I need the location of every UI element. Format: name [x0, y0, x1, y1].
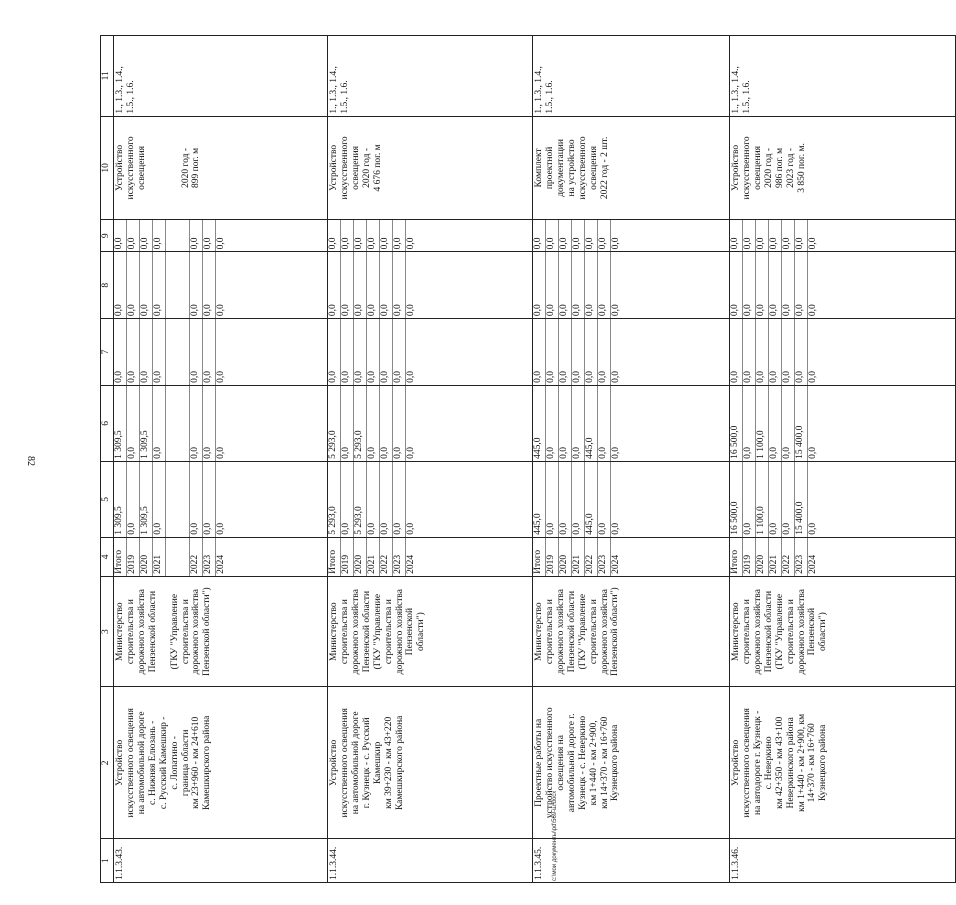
- amount-cell: [730, 220, 956, 252]
- amount-value: 0,0: [216, 304, 226, 317]
- amount-value: 0,0: [559, 252, 572, 318]
- amount-value: 0,0: [559, 319, 572, 385]
- amount-cell: [730, 385, 956, 461]
- amount-value: 0,0: [756, 319, 769, 385]
- amount-value: 0,0: [190, 220, 203, 251]
- amount-value: 0,0: [782, 220, 795, 251]
- amount-cell: [730, 319, 956, 386]
- year-value: 2024: [611, 554, 621, 574]
- amount-value: 0,0: [533, 252, 546, 318]
- year-value: 2020: [354, 538, 367, 576]
- amount-value: 15 400,0: [795, 462, 808, 537]
- amount-value: 0,0: [380, 252, 393, 318]
- amount-value: 0,0: [354, 319, 367, 385]
- amount-value: 0,0: [393, 220, 406, 251]
- year-value: 2023: [795, 538, 808, 576]
- year-value: 2021: [769, 538, 782, 576]
- amount-value: 5 293,0: [354, 462, 367, 537]
- amount-value: 0,0: [203, 462, 216, 537]
- indicator-links: 1., 1.3., 1.4., 1.5., 1.6.: [328, 36, 533, 117]
- amount-value: 0,0: [380, 462, 393, 537]
- amount-value: 0,0: [328, 319, 341, 385]
- row-number: 1.1.3.45.: [533, 839, 730, 883]
- amount-cell: [328, 385, 533, 461]
- amount-cell: [114, 385, 328, 461]
- amount-value: 0,0: [808, 304, 818, 317]
- amount-value: 0,0: [795, 252, 808, 318]
- amount-value: 0,0: [572, 252, 585, 318]
- expected-result: Комплект проектной документации на устройство искусственного освещения 2022 год - 2 шт.: [533, 116, 730, 220]
- expected-result: Устройство искусственного освещения 2020 год - 899 пог. м: [114, 116, 328, 220]
- year-value: 2020: [559, 538, 572, 576]
- responsible-executor: Министерство строительства и дорожного хозяйства Пензенской области (ГКУ "Управление строительства и дорожного хозяйства Пензенской области"): [533, 576, 730, 686]
- amount-value: 0,0: [216, 446, 226, 459]
- amount-value: 0,0: [782, 386, 795, 461]
- amount-value: 0,0: [216, 237, 226, 250]
- table-row: [730, 36, 956, 883]
- amount-value: 445,0: [533, 462, 546, 537]
- measure-description: Устройство искусственного освещения на автомобильной дороге г. Кузнецк - с. Русский Камешкир км 39+230 - км 43+220 Камешкирского района: [328, 687, 533, 839]
- amount-value: 0,0: [190, 462, 203, 537]
- amount-value: 0,0: [341, 386, 354, 461]
- year-cell: [533, 537, 730, 576]
- amount-value: 0,0: [743, 319, 756, 385]
- year-value: 2022: [585, 538, 598, 576]
- amount-value: 0,0: [190, 319, 203, 385]
- column-header: 7: [101, 319, 114, 386]
- amount-value: 0,0: [203, 220, 216, 251]
- amount-value: 0,0: [756, 220, 769, 251]
- amount-value: 0,0: [730, 220, 743, 251]
- amount-value: 0,0: [367, 319, 380, 385]
- amount-value: 0,0: [114, 220, 127, 251]
- amount-cell: [533, 319, 730, 386]
- header-row: [101, 36, 114, 883]
- indicator-links: 1., 1.3., 1.4., 1.5., 1.6.: [114, 36, 328, 117]
- amount-value: 0,0: [572, 220, 585, 251]
- amount-cell: [328, 252, 533, 319]
- measure-description: Проектные работы на устройство искусственного освещения на автомобильной дороге г. Кузнецк - с. Неверкино км 1+440 - км 2+900, км 14+370 - км 16+760 Кузнецкого района: [533, 687, 730, 839]
- year-value: Итого: [533, 538, 546, 576]
- amount-value: 0,0: [127, 220, 140, 251]
- amount-value: 16 500,0: [730, 462, 743, 537]
- amount-value: 0,0: [756, 252, 769, 318]
- amount-value: 0,0: [354, 220, 367, 251]
- amount-value: 1 309,5: [114, 462, 127, 537]
- amount-value: 445,0: [533, 386, 546, 461]
- amount-cell: [730, 252, 956, 319]
- amount-value: [166, 319, 190, 385]
- amount-value: 0,0: [598, 220, 611, 251]
- amount-value: 0,0: [572, 386, 585, 461]
- rotated-page: [100, 23, 829, 883]
- year-value: 2023: [393, 538, 406, 576]
- amount-value: 0,0: [585, 319, 598, 385]
- amount-value: 0,0: [140, 220, 153, 251]
- amount-value: 0,0: [585, 252, 598, 318]
- amount-value: 0,0: [546, 386, 559, 461]
- amount-value: 0,0: [328, 252, 341, 318]
- amount-value: 0,0: [380, 319, 393, 385]
- amount-value: 0,0: [559, 220, 572, 251]
- column-header: 3: [101, 576, 114, 686]
- amount-value: 0,0: [598, 462, 611, 537]
- amount-value: 0,0: [808, 522, 818, 535]
- amount-value: 0,0: [203, 252, 216, 318]
- amount-value: 0,0: [127, 386, 140, 461]
- amount-value: 0,0: [769, 319, 782, 385]
- amount-cell: [533, 220, 730, 252]
- amount-value: 0,0: [367, 220, 380, 251]
- amount-value: 0,0: [127, 462, 140, 537]
- amount-value: 0,0: [341, 220, 354, 251]
- amount-value: 0,0: [743, 386, 756, 461]
- amount-value: 0,0: [393, 386, 406, 461]
- row-number: 1.1.3.44.: [328, 839, 533, 883]
- amount-value: 0,0: [572, 462, 585, 537]
- amount-value: 16 500,0: [730, 386, 743, 461]
- amount-value: 5 293,0: [354, 386, 367, 461]
- column-header: 1: [101, 839, 114, 883]
- year-value: 2019: [546, 538, 559, 576]
- year-value: 2021: [572, 538, 585, 576]
- year-value: 2024: [808, 554, 818, 574]
- amount-value: 0,0: [216, 371, 226, 383]
- amount-value: [166, 252, 190, 318]
- amount-value: 0,0: [114, 319, 127, 385]
- amount-value: 1 100,0: [756, 462, 769, 537]
- amount-cell: [328, 461, 533, 537]
- amount-value: 0,0: [341, 252, 354, 318]
- amount-value: 0,0: [546, 252, 559, 318]
- amount-value: 445,0: [585, 462, 598, 537]
- year-cell: [328, 537, 533, 576]
- amount-value: 0,0: [406, 522, 416, 535]
- amount-value: 0,0: [367, 386, 380, 461]
- amount-value: 0,0: [611, 371, 621, 383]
- amount-value: 0,0: [153, 220, 166, 251]
- amount-value: 0,0: [598, 386, 611, 461]
- amount-value: 0,0: [559, 462, 572, 537]
- amount-value: 5 293,0: [328, 386, 341, 461]
- amount-value: 0,0: [769, 252, 782, 318]
- amount-value: 0,0: [393, 462, 406, 537]
- year-value: 2021: [367, 538, 380, 576]
- row-number: 1.1.3.43.: [114, 839, 328, 883]
- amount-value: 1 309,5: [114, 386, 127, 461]
- amount-cell: [328, 220, 533, 252]
- amount-value: 0,0: [782, 462, 795, 537]
- amount-value: 0,0: [743, 252, 756, 318]
- year-value: 2020: [756, 538, 769, 576]
- amount-cell: [533, 252, 730, 319]
- amount-value: 0,0: [611, 522, 621, 535]
- amount-value: 0,0: [585, 220, 598, 251]
- amount-value: 0,0: [730, 252, 743, 318]
- amount-value: 5 293,0: [328, 462, 341, 537]
- column-header: 4: [101, 537, 114, 576]
- column-header: 11: [101, 36, 114, 117]
- amount-value: 0,0: [546, 220, 559, 251]
- amount-value: 0,0: [559, 386, 572, 461]
- year-value: 2024: [406, 554, 416, 574]
- year-value: 2022: [190, 538, 203, 576]
- amount-value: 0,0: [782, 319, 795, 385]
- amount-value: 0,0: [743, 462, 756, 537]
- amount-value: 0,0: [190, 252, 203, 318]
- amount-cell: [328, 319, 533, 386]
- year-value: Итого: [328, 538, 341, 576]
- amount-value: 0,0: [769, 220, 782, 251]
- amount-value: 0,0: [795, 220, 808, 251]
- year-value: 2019: [341, 538, 354, 576]
- table-body: [114, 36, 956, 883]
- column-header: 10: [101, 116, 114, 220]
- amount-value: 0,0: [127, 252, 140, 318]
- amount-value: 0,0: [114, 252, 127, 318]
- amount-value: 1 309,5: [140, 386, 153, 461]
- column-header: 9: [101, 220, 114, 252]
- responsible-executor: Министерство строительства и дорожного хозяйства Пензенской области (ГКУ "Управление строительства и дорожного хозяйства Пензенской области"): [328, 576, 533, 686]
- year-value: 2023: [598, 538, 611, 576]
- amount-value: 0,0: [598, 252, 611, 318]
- amount-value: 445,0: [585, 386, 598, 461]
- amount-value: [166, 462, 190, 537]
- amount-value: 1 100,0: [756, 386, 769, 461]
- expected-result: Устройство искусственного освещения 2020 год - 4 676 пог. м: [328, 116, 533, 220]
- amount-value: 0,0: [782, 252, 795, 318]
- amount-value: 0,0: [769, 462, 782, 537]
- amount-value: 0,0: [611, 237, 621, 250]
- responsible-executor: Министерство строительства и дорожного хозяйства Пензенской области (ГКУ "Управление строительства и дорожного хозяйства Пензенской области"): [114, 576, 328, 686]
- amount-value: [166, 220, 190, 251]
- amount-value: 0,0: [572, 319, 585, 385]
- year-value: [166, 538, 190, 576]
- amount-value: 0,0: [380, 386, 393, 461]
- amount-value: 0,0: [380, 220, 393, 251]
- amount-cell: [114, 319, 328, 386]
- year-value: 2021: [153, 538, 166, 576]
- amount-value: 0,0: [190, 386, 203, 461]
- amount-cell: [114, 220, 328, 252]
- year-value: 2024: [216, 554, 226, 574]
- amount-value: 0,0: [546, 319, 559, 385]
- amount-cell: [730, 461, 956, 537]
- amount-value: 0,0: [153, 319, 166, 385]
- amount-cell: [533, 461, 730, 537]
- expected-result: Устройство искусственного освещения 2020 год - 986 пог. м 2023 год - 3 850 пог. м.: [730, 116, 956, 220]
- table-row: [533, 36, 730, 883]
- year-value: 2022: [782, 538, 795, 576]
- amount-value: 0,0: [203, 319, 216, 385]
- indicator-links: 1., 1.3., 1.4., 1.5., 1.6.: [730, 36, 956, 117]
- page-number: 82: [25, 456, 36, 466]
- amount-value: 0,0: [153, 252, 166, 318]
- amount-value: 0,0: [203, 386, 216, 461]
- amount-value: 0,0: [546, 462, 559, 537]
- amount-value: 0,0: [406, 304, 416, 317]
- measure-description: Устройство искусственного освещения на автомобильной дороге с. Нижняя Елюзань - с. Русский Камешкир - с. Лопатино - граница области км 23+960 - км 24+610 Камешкирского района: [114, 687, 328, 839]
- amount-value: 0,0: [354, 252, 367, 318]
- amount-value: 0,0: [328, 220, 341, 251]
- column-header: 8: [101, 252, 114, 319]
- year-value: Итого: [114, 538, 127, 576]
- year-value: 2023: [203, 538, 216, 576]
- amount-value: 0,0: [795, 319, 808, 385]
- indicator-links: 1., 1.3., 1.4., 1.5., 1.6.: [533, 36, 730, 117]
- year-cell: [730, 537, 956, 576]
- amount-value: 0,0: [140, 319, 153, 385]
- amount-value: 0,0: [393, 252, 406, 318]
- amount-value: 0,0: [611, 304, 621, 317]
- table-row: [328, 36, 533, 883]
- amount-cell: [533, 385, 730, 461]
- column-header: 5: [101, 461, 114, 537]
- amount-value: 0,0: [611, 446, 621, 459]
- year-value: 2022: [380, 538, 393, 576]
- amount-value: 0,0: [406, 237, 416, 250]
- measure-description: Устройство искусственного освещения на автодороге г. Кузнецк - с. Неверкино км 42+350 - км 43+100 Неверкинского района км 1+440 - км 2+900, км 14+370 - км 16+760 Кузнецкого района: [730, 687, 956, 839]
- year-value: 2019: [743, 538, 756, 576]
- amount-value: 0,0: [808, 446, 818, 459]
- column-header: 6: [101, 385, 114, 461]
- amount-value: 0,0: [140, 252, 153, 318]
- table-row: [114, 36, 328, 883]
- amount-value: 0,0: [406, 371, 416, 383]
- amount-value: 0,0: [730, 319, 743, 385]
- amount-value: 0,0: [808, 371, 818, 383]
- amount-value: 15 400,0: [795, 386, 808, 461]
- year-value: Итого: [730, 538, 743, 576]
- amount-value: 0,0: [808, 237, 818, 250]
- amount-value: 0,0: [341, 462, 354, 537]
- amount-value: 0,0: [598, 319, 611, 385]
- amount-value: 1 309,5: [140, 462, 153, 537]
- amount-value: 0,0: [367, 252, 380, 318]
- year-value: 2019: [127, 538, 140, 576]
- program-table: [100, 35, 956, 883]
- year-cell: [114, 537, 328, 576]
- footer-path: c:\мои документы\pd\569-ш.docx: [552, 790, 558, 881]
- amount-value: 0,0: [769, 386, 782, 461]
- responsible-executor: Министерство строительства и дорожного хозяйства Пензенской области (ГКУ "Управление строительства и дорожного хозяйства Пензенской области"): [730, 576, 956, 686]
- column-header: 2: [101, 687, 114, 839]
- year-value: 2020: [140, 538, 153, 576]
- amount-value: 0,0: [127, 319, 140, 385]
- amount-value: 0,0: [743, 220, 756, 251]
- amount-value: 0,0: [153, 462, 166, 537]
- amount-value: 0,0: [341, 319, 354, 385]
- row-number: 1.1.3.46.: [730, 839, 956, 883]
- amount-value: 0,0: [367, 462, 380, 537]
- amount-value: 0,0: [533, 220, 546, 251]
- amount-value: 0,0: [216, 522, 226, 535]
- amount-value: 0,0: [153, 386, 166, 461]
- amount-value: [166, 386, 190, 461]
- amount-value: 0,0: [393, 319, 406, 385]
- amount-cell: [114, 252, 328, 319]
- amount-value: 0,0: [406, 446, 416, 459]
- amount-cell: [114, 461, 328, 537]
- amount-value: 0,0: [533, 319, 546, 385]
